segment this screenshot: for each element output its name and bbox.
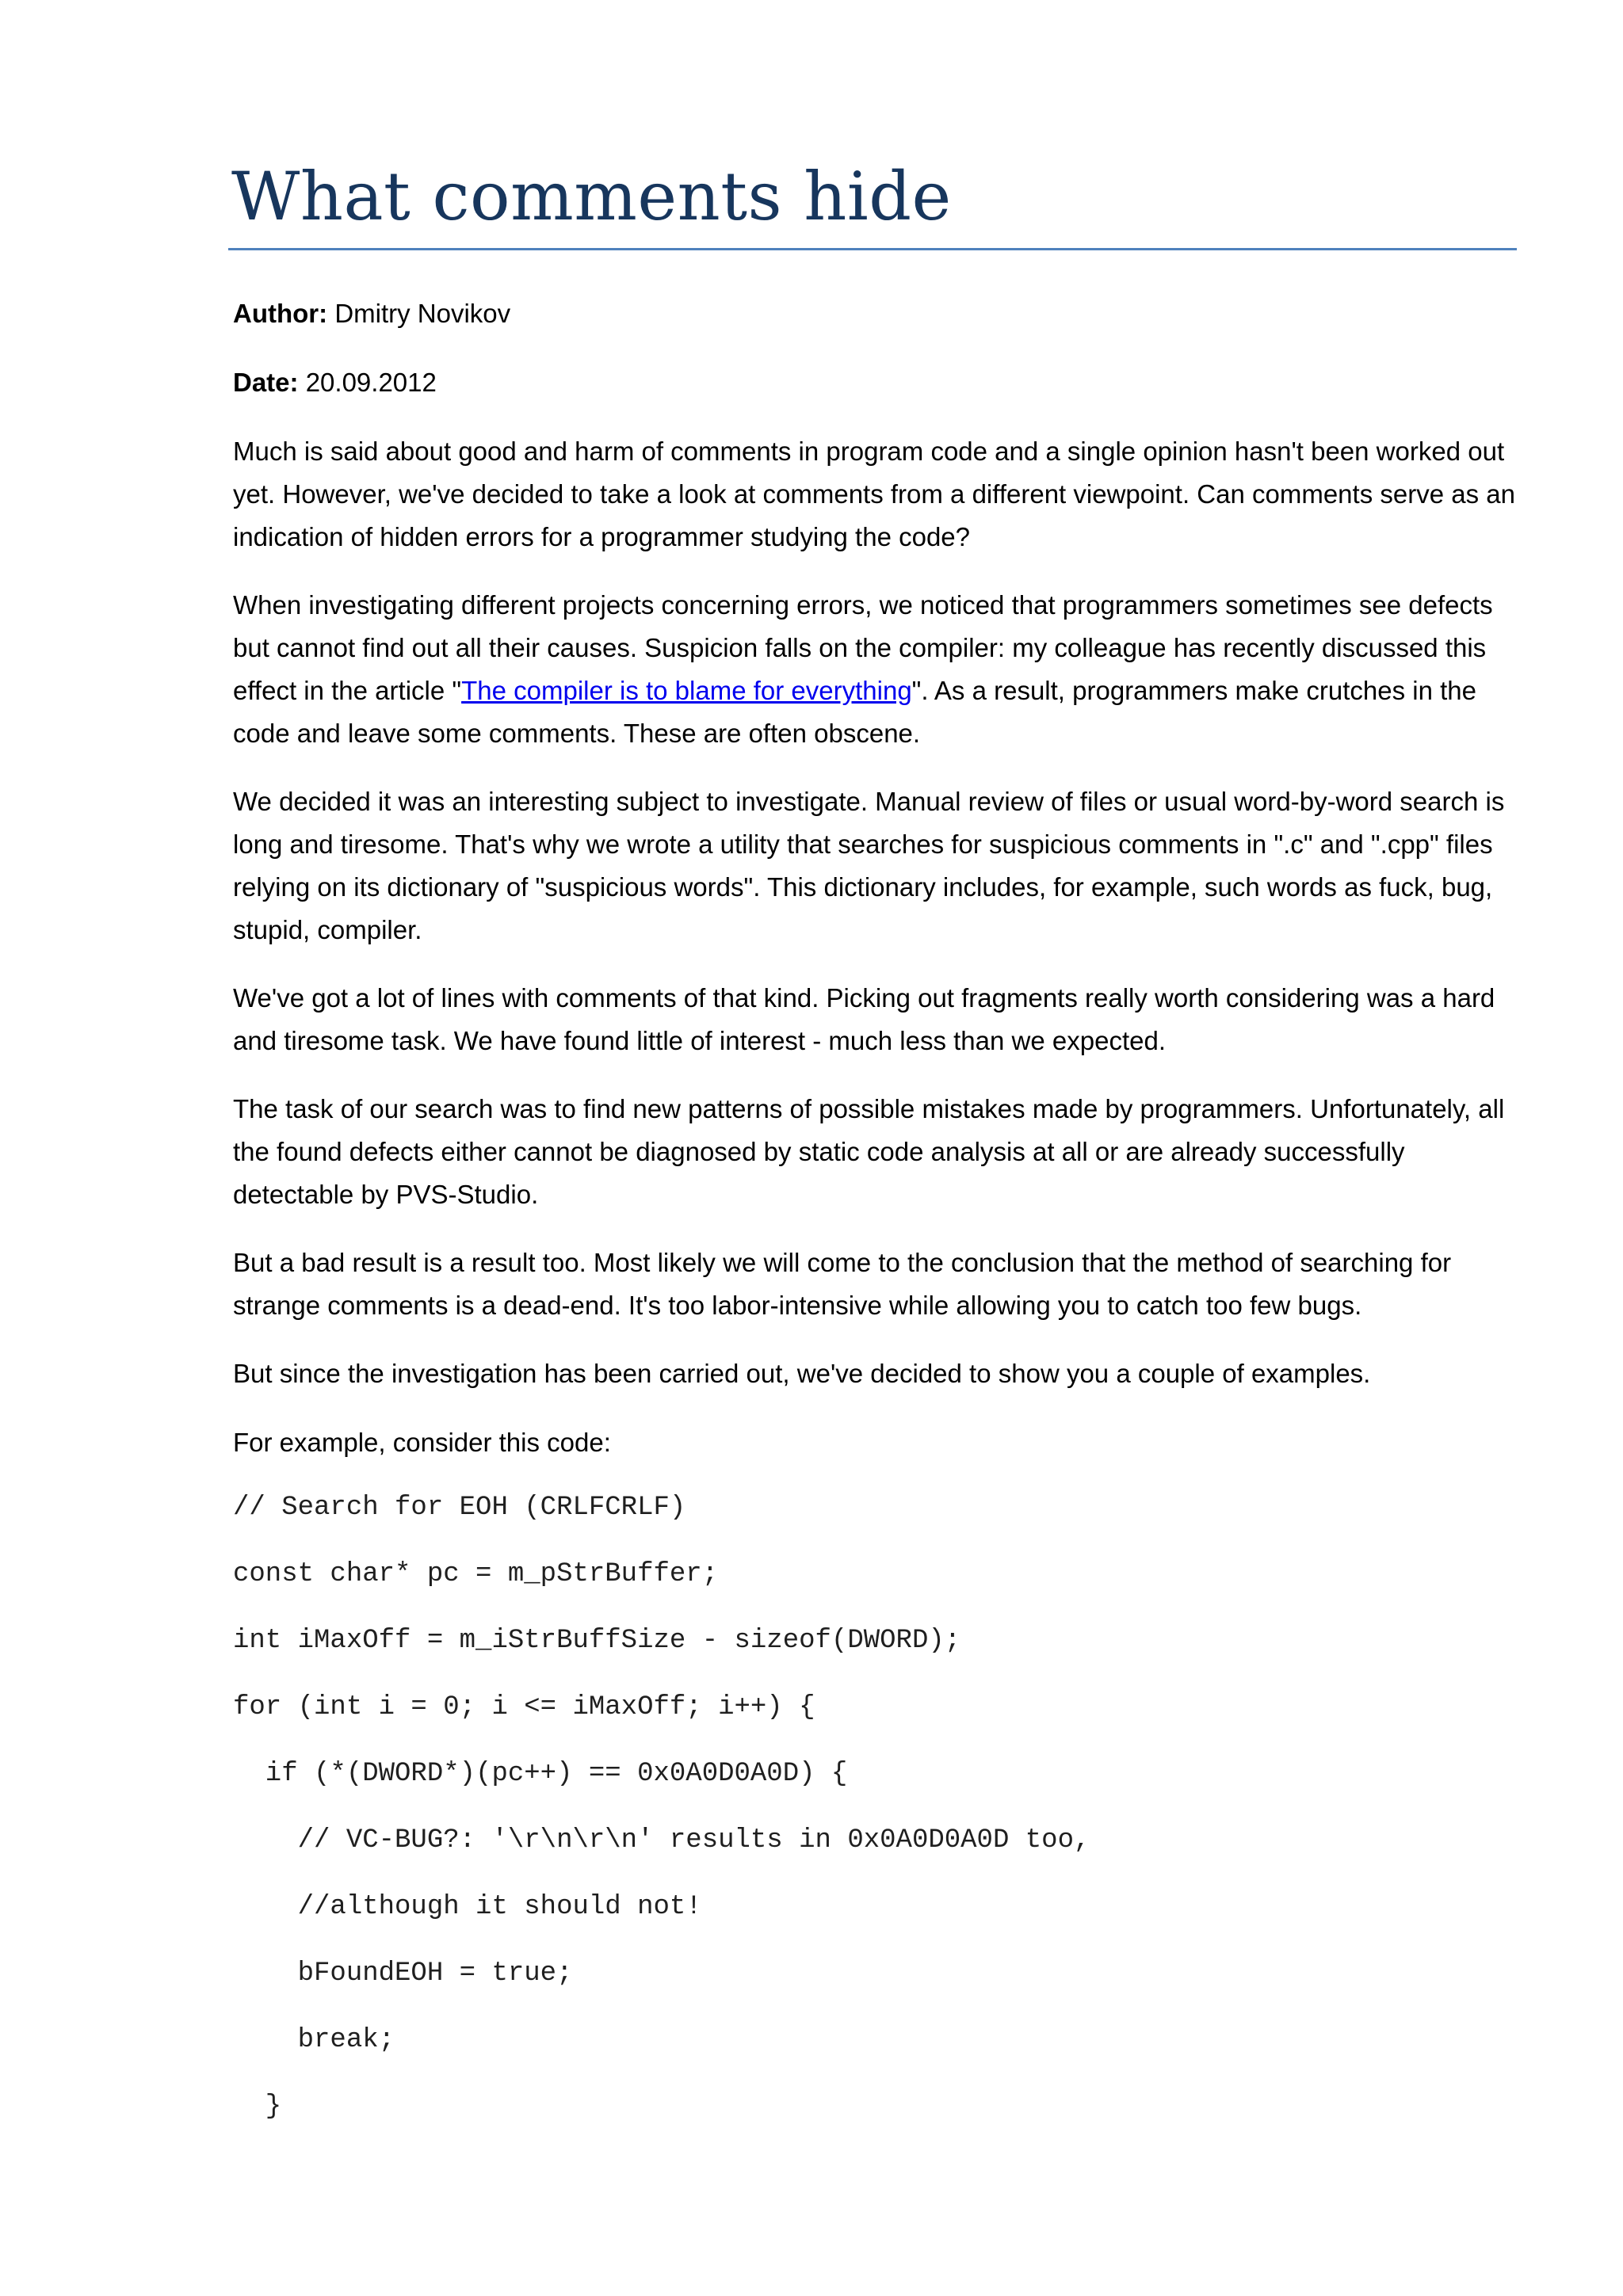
date-label: Date:	[233, 368, 299, 397]
author-label: Author:	[233, 299, 328, 328]
code-line: // VC-BUG?: '\r\n\r\n' results in 0x0A0D0A0D too,	[233, 1825, 1090, 1855]
title-divider	[228, 248, 1517, 250]
paragraph-code-intro: For example, consider this code:	[233, 1428, 611, 1457]
paragraph-conclusion: But a bad result is a result too. Most likely we will come to the conclusion that the method of searching for strange comments is a dead-end. It's too labor-intensive while allowing you to catch too few bugs.	[233, 1248, 1452, 1320]
paragraph-investigation	[233, 584, 1517, 755]
code-line: if (*(DWORD*)(pc++) == 0x0A0D0A0D) {	[233, 1759, 848, 1789]
article-link[interactable]: The compiler is to blame for everything	[461, 676, 912, 705]
paragraph-intro: Much is said about good and harm of comments in program code and a single opinion hasn't been worked out yet. However, we've decided to take a look at comments from a different viewpoint. Can comments serve as an indication of hidden errors for a programmer studying the code?	[233, 437, 1515, 551]
code-line: // Search for EOH (CRLFCRLF)	[233, 1493, 686, 1523]
paragraph-examples: But since the investigation has been carried out, we've decided to show you a couple of examples.	[233, 1359, 1371, 1388]
code-line: for (int i = 0; i <= iMaxOff; i++) {	[233, 1692, 815, 1722]
date-value: 20.09.2012	[305, 368, 437, 397]
author-line	[233, 292, 1517, 335]
author-name: Dmitry Novikov	[334, 299, 511, 328]
document-title: What comments hide	[231, 158, 952, 235]
code-line: }	[233, 2092, 282, 2122]
code-line: const char* pc = m_pStrBuffer;	[233, 1559, 719, 1589]
code-line: int iMaxOff = m_iStrBuffSize - sizeof(DWORD);	[233, 1626, 961, 1656]
code-line: bFoundEOH = true;	[233, 1958, 573, 1989]
paragraph-investigation-text-end: ". As a result, programmers make crutches in the code and leave some comments. These are often obscene.	[233, 676, 1476, 748]
paragraph-task: The task of our search was to find new patterns of possible mistakes made by programmers. Unfortunately, all the found defects either cannot be diagnosed by static code analysis at all or are already successfully detectable by PVS-Studio.	[233, 1094, 1505, 1209]
paragraph-utility: We decided it was an interesting subject to investigate. Manual review of files or usual word-by-word search is long and tiresome. That's why we wrote a utility that searches for suspicious comments in ".c" and ".cpp" files relying on its dictionary of "suspicious words". This dictionary includes, for example, such words as fuck, bug, stupid, compiler.	[233, 787, 1505, 944]
date-line	[233, 361, 1517, 404]
paragraph-investigation-text-start: When investigating different projects concerning errors, we noticed that programmers sometimes see defects but cannot find out all their causes. Suspicion falls on the compiler: my colleague has recently discussed this effect in the article "	[233, 590, 1493, 705]
code-line: //although it should not!	[233, 1892, 702, 1922]
code-line: break;	[233, 2025, 395, 2055]
paragraph-results: We've got a lot of lines with comments of that kind. Picking out fragments really worth considering was a hard and tiresome task. We have found little of interest - much less than we expected.	[233, 983, 1495, 1055]
